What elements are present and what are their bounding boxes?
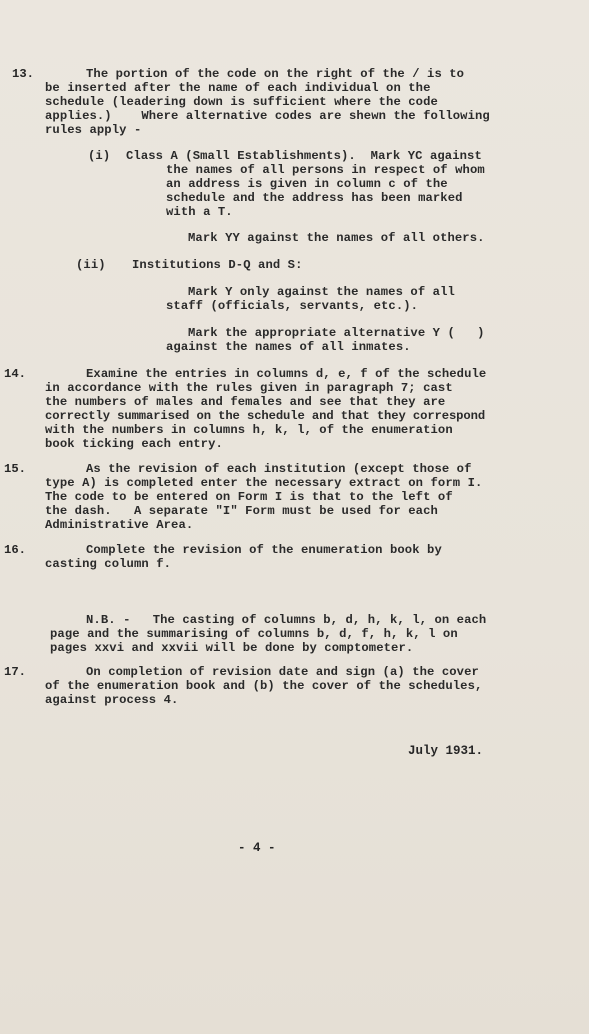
section-13-number: 13. <box>12 67 34 81</box>
section-17-line-3: against process 4. <box>45 693 179 707</box>
nb-line-3: pages xxvi and xxvii will be done by comptometer. <box>50 641 414 655</box>
section-13-line-5: rules apply - <box>45 123 142 137</box>
section-15-line-3: The code to be entered on Form I is that to the left of <box>45 490 453 504</box>
section-16-number: 16. <box>4 543 26 557</box>
section-14-line-1: Examine the entries in columns d, e, f of the schedule <box>86 367 487 381</box>
section-13-line-3: schedule (leadering down is sufficient where the code <box>45 95 438 109</box>
subsection-ii-heading: Institutions D-Q and S: <box>132 258 303 272</box>
section-16-line-2: casting column f. <box>45 557 172 571</box>
subsection-i-line-5: with a T. <box>166 205 233 219</box>
section-17-number: 17. <box>4 665 26 679</box>
section-15-line-2: type A) is completed enter the necessary extract on form I. <box>45 476 483 490</box>
section-17-line-1: On completion of revision date and sign (a) the cover <box>86 665 479 679</box>
subsection-i-line-3: an address is given in column c of the <box>166 177 448 191</box>
section-15-line-4: the dash. A separate "I" Form must be used for each <box>45 504 438 518</box>
section-14-line-2: in accordance with the rules given in paragraph 7; cast <box>45 381 453 395</box>
section-15-line-1: As the revision of each institution (except those of <box>86 462 472 476</box>
section-14-line-5: with the numbers in columns h, k, l, of the enumeration <box>45 423 453 437</box>
page-number: - 4 - <box>238 841 276 855</box>
section-15-number: 15. <box>4 462 26 476</box>
subsection-i-line-4: schedule and the address has been marked <box>166 191 463 205</box>
section-14-line-6: book ticking each entry. <box>45 437 223 451</box>
section-14-line-3: the numbers of males and females and see that they are <box>45 395 446 409</box>
section-14-line-4: correctly summarised on the schedule and that they correspond <box>45 409 486 423</box>
nb-line-2: page and the summarising of columns b, d, f, h, k, l on <box>50 627 458 641</box>
subsection-ii-line-4: against the names of all inmates. <box>166 340 411 354</box>
subsection-ii-line-3: Mark the appropriate alternative Y ( ) <box>188 326 485 340</box>
section-13-line-2: be inserted after the name of each individual on the <box>45 81 431 95</box>
section-16-line-1: Complete the revision of the enumeration book by <box>86 543 442 557</box>
document-date: July 1931. <box>408 744 484 758</box>
subsection-i-line-2: the names of all persons in respect of whom <box>166 163 485 177</box>
subsection-ii-label: (ii) <box>76 258 106 272</box>
nb-line-1: N.B. - The casting of columns b, d, h, k, l, on each <box>86 613 487 627</box>
section-15-line-5: Administrative Area. <box>45 518 194 532</box>
section-13-line-1: The portion of the code on the right of the / is to <box>86 67 465 81</box>
section-14-number: 14. <box>4 367 26 381</box>
section-13-line-4: applies.) Where alternative codes are shewn the following <box>45 109 490 123</box>
section-17-line-2: of the enumeration book and (b) the cover of the schedules, <box>45 679 483 693</box>
subsection-ii-line-1: Mark Y only against the names of all <box>188 285 455 299</box>
subsection-i-label: (i) <box>88 149 111 163</box>
subsection-ii-line-2: staff (officials, servants, etc.). <box>166 299 419 313</box>
subsection-i-line-1: Class A (Small Establishments). Mark YC against <box>126 149 482 163</box>
subsection-i-extra: Mark YY against the names of all others. <box>188 231 485 245</box>
